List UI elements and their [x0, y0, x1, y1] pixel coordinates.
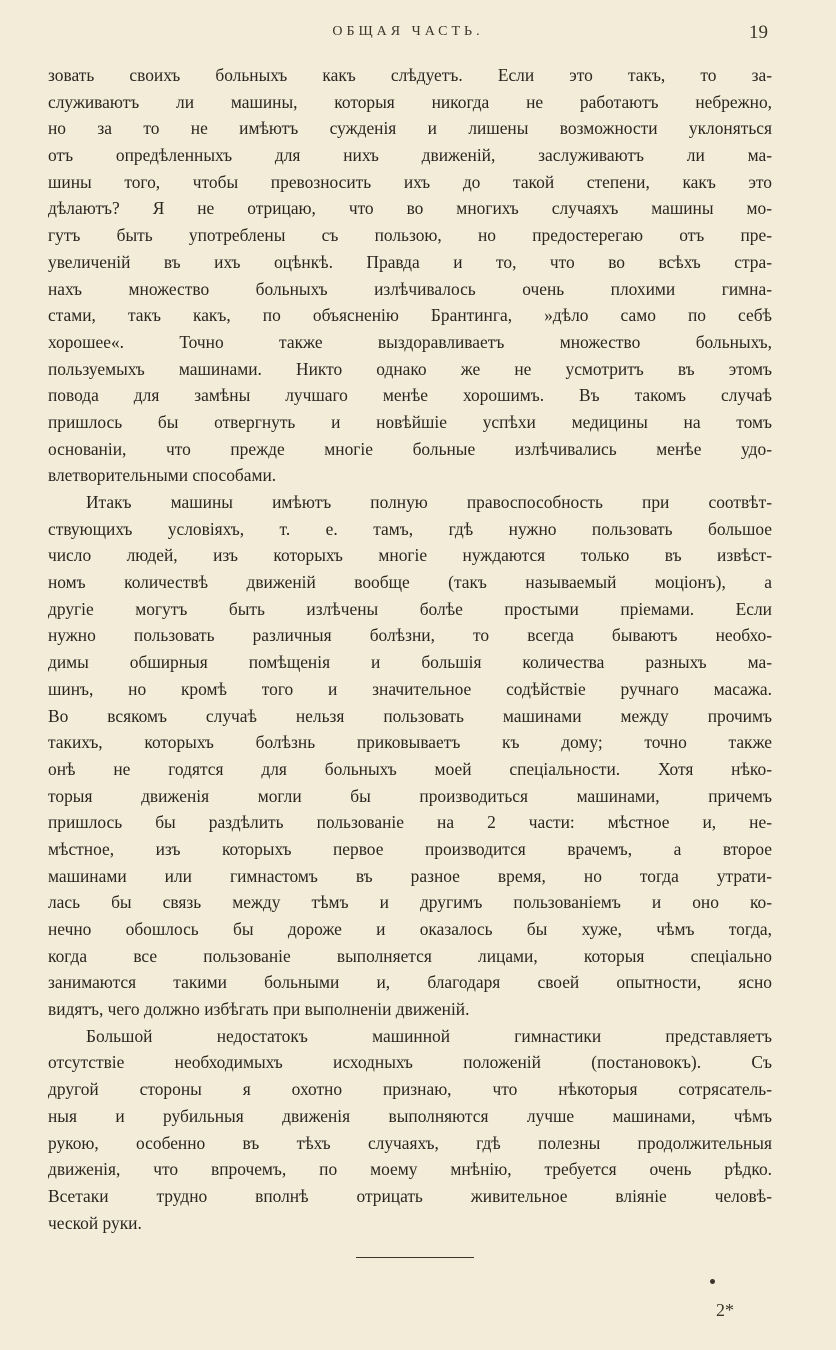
- text-line: видятъ, чего должно избѣгать при выполненіи движеній.: [48, 999, 470, 1020]
- text-line: пришлось бы отвергнуть и новѣйшіе успѣхи медицины на томъ: [48, 411, 772, 432]
- text-line: нахъ множество больныхъ излѣчивалось очень плохими гимна-: [48, 278, 772, 299]
- text-line: онѣ не годятся для больныхъ моей спеціальности. Хотя нѣко-: [48, 758, 772, 779]
- text-line: машинами или гимнастомъ въ разное время, но тогда утрати-: [48, 865, 772, 886]
- text-line: другой стороны я охотно признаю, что нѣкоторыя сотрясатель-: [48, 1079, 772, 1100]
- text-line: ствующихъ условіяхъ, т. е. тамъ, гдѣ нужно пользовать большое: [48, 518, 772, 539]
- text-line: шины того, чтобы превозносить ихъ до такой степени, какъ это: [48, 171, 772, 192]
- text-line: ныя и рубильныя движенія выполняются лучше машинами, чѣмъ: [48, 1105, 772, 1126]
- text-line: Итакъ машины имѣютъ полную правоспособность при соотвѣт-: [86, 492, 772, 512]
- text-line: мѣстное, изъ которыхъ первое производится врачемъ, а второе: [48, 838, 772, 859]
- text-line: Всетаки трудно вполнѣ отрицать живительное вліяніе человѣ-: [48, 1185, 772, 1206]
- paragraph: [48, 1023, 772, 1237]
- text-line: рукою, особенно въ тѣхъ случаяхъ, гдѣ полезны продолжительныя: [48, 1132, 772, 1153]
- text-line: димы обширныя помѣщенія и большія количества разныхъ ма-: [48, 652, 772, 673]
- text-line: номъ количествѣ движеній вообще (такъ называемый моціонъ), а: [48, 572, 772, 593]
- text-line: влетворительными способами.: [48, 465, 277, 486]
- text-line: хорошее«. Точно также выздоравливаетъ множество больныхъ,: [48, 331, 772, 352]
- text-line: отъ опредѣленныхъ для нихъ движеній, заслуживаютъ ли ма-: [48, 145, 772, 166]
- text-line: Большой недостатокъ машинной гимнастики представляетъ: [86, 1025, 772, 1046]
- body-text: [48, 62, 772, 1236]
- text-line: нужно пользовать различныя болѣзни, то всегда бываютъ необхо-: [48, 625, 772, 646]
- text-line: нечно обошлось бы дороже и оказалось бы хуже, чѣмъ тогда,: [48, 919, 772, 939]
- text-line: но за то не имѣютъ сужденія и лишены возможности уклоняться: [48, 118, 772, 139]
- text-line: Во всякомъ случаѣ нельзя пользовать машинами между прочимъ: [48, 705, 772, 726]
- text-line: такихъ, которыхъ болѣзнь приковываетъ къ дому; точно также: [48, 732, 772, 753]
- paragraph: [48, 62, 772, 489]
- text-line: пришлось бы раздѣлить пользованіе на 2 части: мѣстное и, не-: [48, 812, 772, 833]
- text-line: когда все пользованіе выполняется лицами, которыя спеціально: [48, 945, 772, 966]
- text-line: другіе могутъ быть излѣчены болѣе простыми пріемами. Если: [48, 598, 772, 619]
- page-header: [48, 22, 768, 48]
- page-number: 19: [749, 22, 768, 43]
- section-separator: [356, 1257, 474, 1258]
- text-line: ческой руки.: [48, 1212, 142, 1233]
- running-head: ОБЩАЯ ЧАСТЬ.: [332, 24, 484, 39]
- text-line: движенія, что впрочемъ, по моему мнѣнію, требуется очень рѣдко.: [48, 1159, 772, 1180]
- text-line: дѣлаютъ? Я не отрицаю, что во многихъ случаяхъ машины мо-: [48, 198, 772, 219]
- printer-dot-mark: [710, 1279, 715, 1284]
- text-line: лась бы связь между тѣмъ и другимъ пользованіемъ и оно ко-: [48, 892, 772, 913]
- paragraph: [48, 489, 772, 1023]
- text-line: пользуемыхъ машинами. Никто однако же не усмотритъ въ этомъ: [48, 358, 772, 379]
- text-line: стами, такъ какъ, по объясненію Брантинга, »дѣло само по себѣ: [48, 305, 772, 326]
- signature-mark: 2*: [716, 1300, 734, 1320]
- text-line: увеличеній въ ихъ оцѣнкѣ. Правда и то, что во всѣхъ стра-: [48, 251, 772, 272]
- text-line: отсутствіе необходимыхъ исходныхъ положеній (постановокъ). Съ: [48, 1052, 772, 1073]
- text-line: повода для замѣны лучшаго менѣе хорошимъ. Въ такомъ случаѣ: [48, 385, 772, 406]
- text-line: торыя движенія могли бы производиться машинами, причемъ: [48, 785, 772, 806]
- text-line: зовать своихъ больныхъ какъ слѣдуетъ. Если это такъ, то за-: [48, 65, 772, 85]
- text-line: гутъ быть употреблены съ пользою, но предостерегаю отъ пре-: [48, 225, 772, 246]
- text-line: служиваютъ ли машины, которыя никогда не работаютъ небрежно,: [48, 91, 772, 112]
- text-line: шинъ, но кромѣ того и значительное содѣйствіе ручнаго масажа.: [48, 678, 772, 699]
- text-line: число людей, изъ которыхъ многіе нуждаются только въ извѣст-: [48, 545, 772, 566]
- text-line: основаніи, что прежде многіе больные излѣчивались менѣе удо-: [48, 438, 772, 459]
- text-line: занимаются такими больными и, благодаря своей опытности, ясно: [48, 972, 772, 993]
